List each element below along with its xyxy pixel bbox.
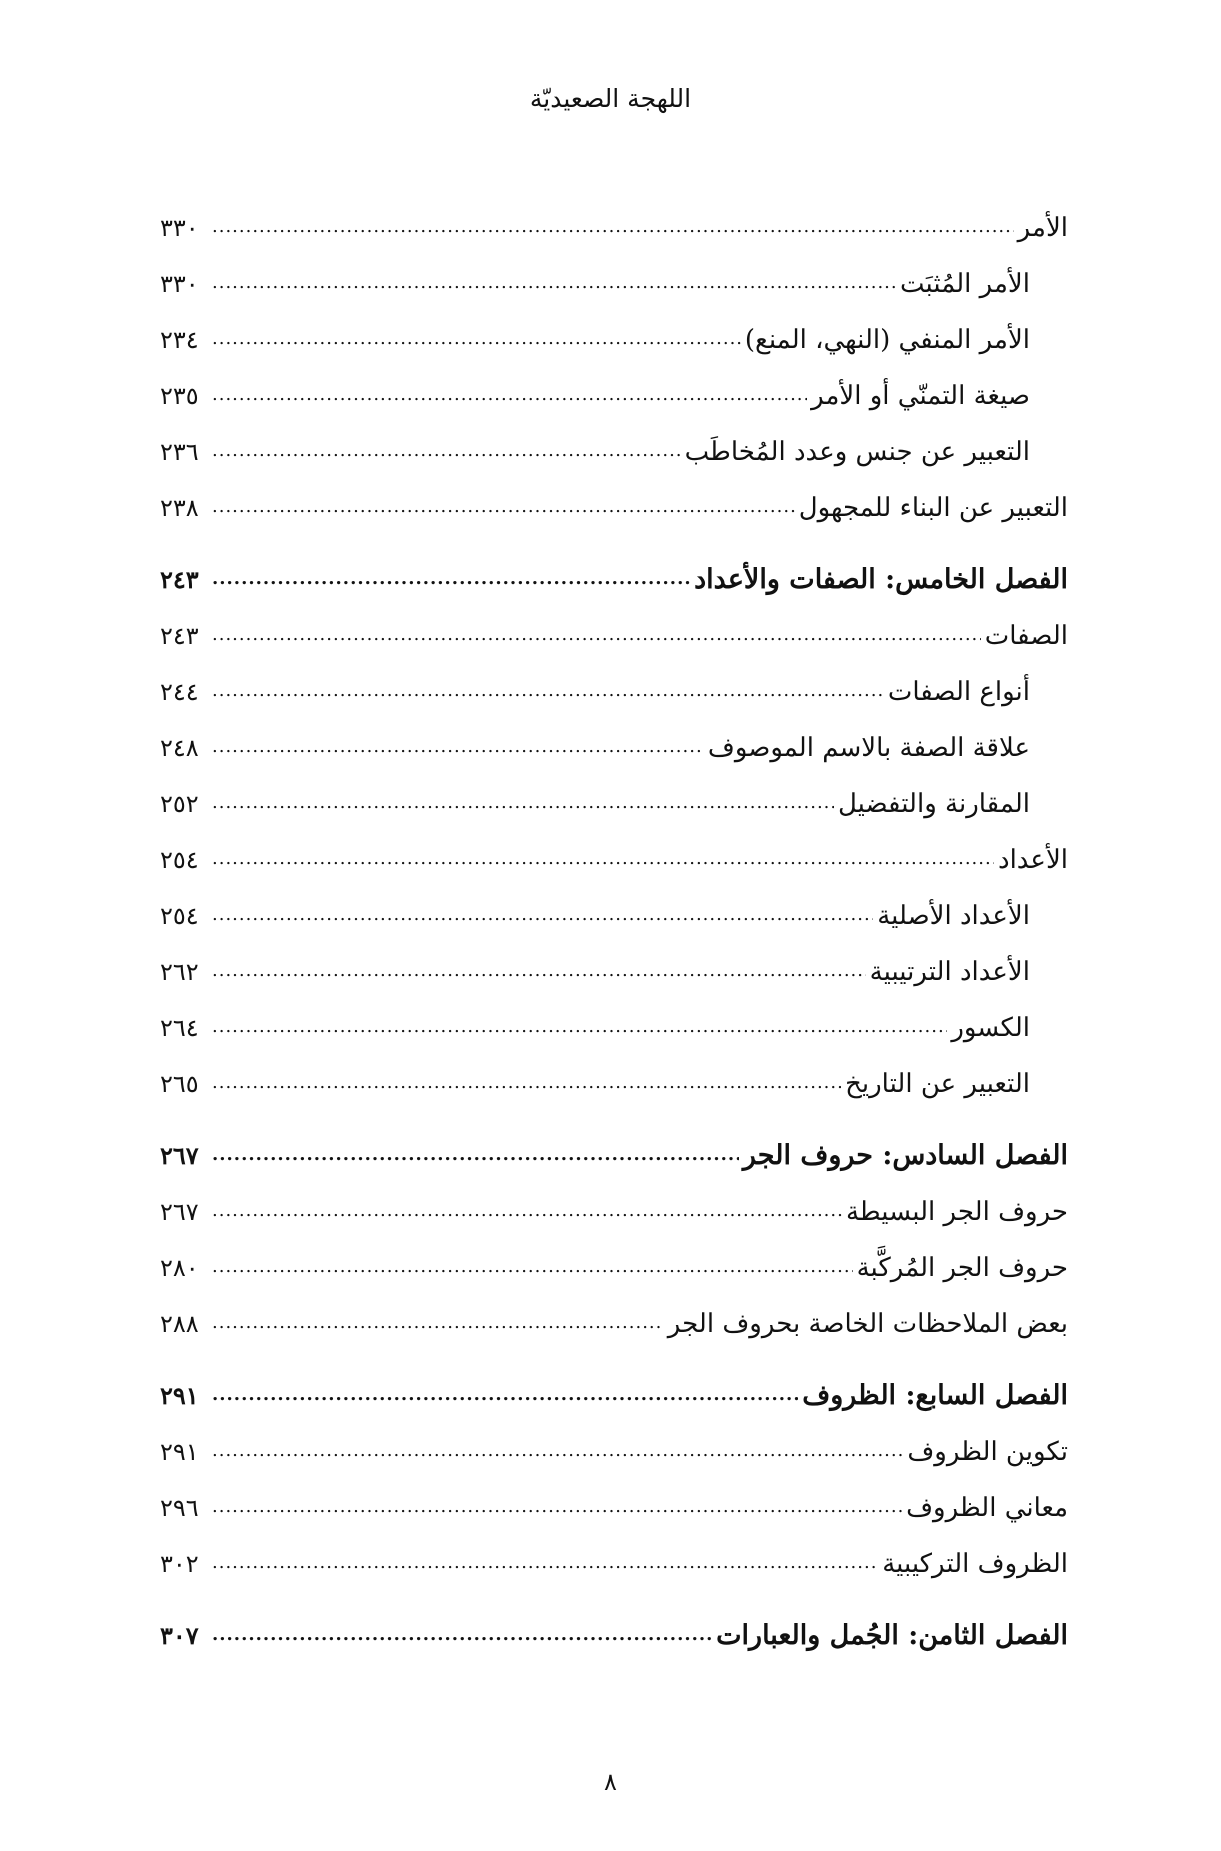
toc-entry-page: ٣٣٠	[160, 270, 199, 298]
toc-entry-page: ٣٠٧	[160, 1621, 199, 1650]
toc-entry-title: التعبير عن جنس وعدد المُخاطَب	[684, 437, 1030, 467]
toc-entry-page: ٢٤٣	[160, 565, 199, 594]
toc-entry[interactable]	[160, 1000, 1068, 1056]
toc-dot-leader	[212, 1055, 841, 1111]
toc-entry-page: ٢٩٦	[160, 1494, 199, 1522]
toc-entry-title: الأمر المنفي (النهي، المنع)	[744, 325, 1030, 355]
toc-entry-title: الأعداد الترتيبية	[869, 957, 1030, 987]
toc-entry-title: الفصل الخامس: الصفات والأعداد	[694, 564, 1068, 595]
toc-chapter-entry[interactable]	[160, 552, 1068, 608]
toc-entry-title: علاقة الصفة بالاسم الموصوف	[707, 733, 1030, 763]
toc-entry-title: أنواع الصفات	[887, 677, 1030, 707]
toc-dot-leader	[212, 943, 866, 999]
toc-entry-page: ٢٩١	[160, 1438, 199, 1466]
toc-dot-leader	[212, 607, 981, 663]
toc-entry[interactable]	[160, 720, 1068, 776]
toc-dot-leader	[212, 1239, 853, 1295]
toc-entry[interactable]	[160, 664, 1068, 720]
toc-entry[interactable]	[160, 832, 1068, 888]
toc-dot-leader	[212, 775, 834, 831]
toc-entry-title: حروف الجر البسيطة	[845, 1197, 1068, 1227]
toc-entry-page: ٢٦٤	[160, 1014, 199, 1042]
running-header: اللهجة الصعيديّة	[529, 84, 692, 113]
toc-entry[interactable]	[160, 312, 1068, 368]
toc-chapter-entry[interactable]	[160, 1128, 1068, 1184]
toc-entry-title: الفصل السادس: حروف الجر	[742, 1140, 1068, 1171]
toc-chapter-entry[interactable]	[160, 1368, 1068, 1424]
toc-entry-title: الأمر المُثبَت	[900, 269, 1030, 299]
toc-entry-title: المقارنة والتفضيل	[837, 789, 1030, 819]
toc-entry-page: ٢٤٤	[160, 678, 199, 706]
toc-entry[interactable]	[160, 424, 1068, 480]
toc-entry-title: تكوين الظروف	[907, 1437, 1068, 1467]
toc-dot-leader	[212, 663, 884, 719]
toc-entry[interactable]	[160, 1240, 1068, 1296]
toc-entry[interactable]	[160, 1296, 1068, 1352]
toc-entry-page: ٢٨٨	[160, 1310, 199, 1338]
toc-entry[interactable]	[160, 944, 1068, 1000]
toc-entry[interactable]	[160, 1480, 1068, 1536]
toc-entry-page: ٢٦٢	[160, 958, 199, 986]
toc-entry[interactable]	[160, 608, 1068, 664]
toc-entry[interactable]	[160, 480, 1068, 536]
toc-dot-leader	[212, 423, 681, 479]
toc-entry-page: ٢٥٤	[160, 846, 199, 874]
toc-entry-page: ٢٣٨	[160, 494, 199, 522]
toc-entry[interactable]	[160, 200, 1068, 256]
toc-dot-leader	[212, 1367, 798, 1423]
toc-entry-title: حروف الجر المُركَّبة	[856, 1253, 1068, 1283]
toc-dot-leader	[212, 1295, 664, 1351]
toc-entry-page: ٢٦٥	[160, 1070, 199, 1098]
toc-entry-page: ٢٤٣	[160, 622, 199, 650]
toc-entry-title: الصفات	[984, 621, 1068, 651]
toc-dot-leader	[212, 887, 873, 943]
toc-dot-leader	[212, 831, 994, 887]
toc-entry-title: الفصل السابع: الظروف	[802, 1380, 1068, 1411]
toc-entry-title: الأعداد الأصلية	[877, 901, 1030, 931]
toc-dot-leader	[212, 999, 947, 1055]
toc-entry-title: الأعداد	[997, 845, 1068, 875]
toc-dot-leader	[212, 199, 1014, 255]
toc-dot-leader	[212, 1423, 903, 1479]
page-number: ٨	[604, 1768, 617, 1796]
toc-dot-leader	[212, 1479, 902, 1535]
toc-entry-title: الفصل الثامن: الجُمل والعبارات	[716, 1620, 1068, 1651]
toc-dot-leader	[212, 1127, 739, 1183]
toc-entry-page: ٢٩١	[160, 1381, 199, 1410]
toc-entry[interactable]	[160, 256, 1068, 312]
toc-entry-title: الأمر	[1017, 213, 1068, 243]
toc-entry[interactable]	[160, 888, 1068, 944]
toc-dot-leader	[212, 1607, 712, 1663]
table-of-contents	[160, 200, 1068, 1664]
toc-entry-page: ٢٥٢	[160, 790, 199, 818]
toc-entry-title: التعبير عن البناء للمجهول	[798, 493, 1068, 523]
toc-entry-page: ٢٤٨	[160, 734, 199, 762]
toc-entry-title: الظروف التركيبية	[882, 1549, 1068, 1579]
toc-entry-page: ٢٣٥	[160, 382, 199, 410]
toc-entry-title: بعض الملاحظات الخاصة بحروف الجر	[667, 1309, 1068, 1339]
toc-entry-title: التعبير عن التاريخ	[845, 1069, 1030, 1099]
toc-entry[interactable]	[160, 368, 1068, 424]
toc-entry-title: الكسور	[951, 1013, 1030, 1043]
toc-entry[interactable]	[160, 1424, 1068, 1480]
toc-entry-page: ٢٦٧	[160, 1198, 199, 1226]
toc-dot-leader	[212, 719, 704, 775]
toc-entry[interactable]	[160, 1536, 1068, 1592]
toc-entry-page: ٢٨٠	[160, 1254, 199, 1282]
toc-dot-leader	[212, 1183, 842, 1239]
toc-entry-page: ٢٣٦	[160, 438, 199, 466]
toc-entry[interactable]	[160, 776, 1068, 832]
toc-entry[interactable]	[160, 1184, 1068, 1240]
toc-dot-leader	[212, 551, 690, 607]
toc-dot-leader	[212, 367, 807, 423]
toc-entry-title: صيغة التمنّي أو الأمر	[811, 381, 1030, 411]
toc-entry-page: ٣٠٢	[160, 1550, 199, 1578]
toc-entry-page: ٢٣٤	[160, 326, 199, 354]
toc-dot-leader	[212, 311, 741, 367]
toc-entry-page: ٢٦٧	[160, 1141, 199, 1170]
toc-entry-page: ٣٣٠	[160, 214, 199, 242]
toc-entry-title: معاني الظروف	[906, 1493, 1068, 1523]
toc-chapter-entry[interactable]	[160, 1608, 1068, 1664]
toc-dot-leader	[212, 479, 795, 535]
toc-entry[interactable]	[160, 1056, 1068, 1112]
toc-dot-leader	[212, 255, 896, 311]
toc-entry-page: ٢٥٤	[160, 902, 199, 930]
toc-dot-leader	[212, 1535, 878, 1591]
